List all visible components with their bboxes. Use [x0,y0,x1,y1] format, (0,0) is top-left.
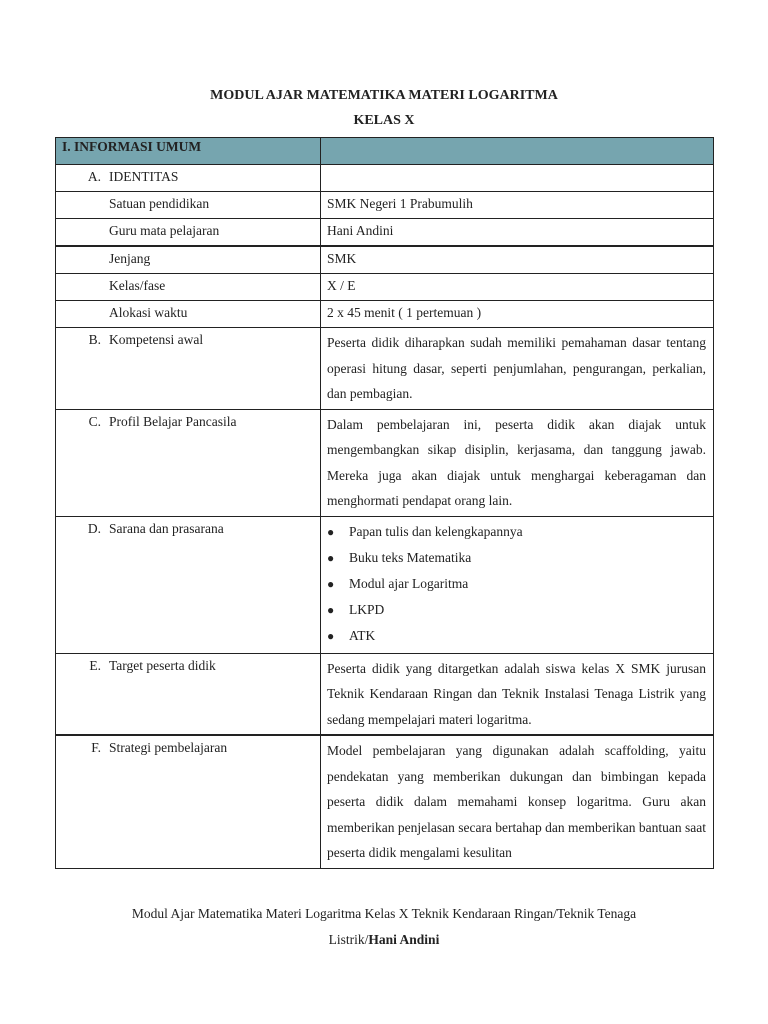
footer-line-1: Modul Ajar Matematika Materi Logaritma Kelas X Teknik Kendaraan Ringan/Teknik Tenaga [131,906,637,921]
row-label: Alokasi waktu [109,305,188,320]
table-row [56,192,714,219]
row-value: SMK Negeri 1 Prabumulih [321,192,714,219]
row-value: SMK [321,246,714,274]
list-item: ● ATK [327,623,707,649]
info-table [55,137,714,869]
list-item: ● LKPD [327,597,707,623]
kompetensi-awal-text: Peserta didik diharapkan sudah memiliki pemahaman dasar tentang operasi hitung dasar, seperti penjumlahan, pengurangan, perkalian, dan pembagian. [321,328,714,410]
section-letter: F. [91,740,101,755]
strategi-text: Model pembelajaran yang digunakan adalah scaffolding, yaitu pendekatan yang memberikan dukungan dan bimbingan kepada peserta didik dalam memahami konsep logaritma. Guru akan memberikan penjelasan secara bertahap dan memberikan bantuan saat peserta didik mengalami kesulitan [321,735,714,868]
row-label: Kelas/fase [109,278,166,293]
profil-pancasila-row [56,409,714,516]
section-label: Kompetensi awal [109,332,204,347]
section-header-row [56,138,714,165]
section-letter: D. [87,520,101,536]
section-label: Target peserta didik [109,657,216,673]
table-row [56,274,714,301]
table-row [56,246,714,274]
row-label: Satuan pendidikan [109,196,210,211]
row-value: Hani Andini [321,219,714,247]
row-value: 2 x 45 menit ( 1 pertemuan ) [321,301,714,328]
identitas-row [56,165,714,192]
document-title: MODUL AJAR MATEMATIKA MATERI LOGARITMA [210,88,558,103]
section-letter: B. [88,332,101,347]
section-label: Sarana dan prasarana [109,520,224,536]
section-label: Strategi pembelajaran [109,740,228,755]
section-letter: E. [89,657,101,673]
footer-line-2 [0,932,768,948]
list-item: ● Papan tulis dan kelengkapannya [327,519,707,545]
section-letter: C. [88,413,101,429]
kompetensi-awal-row [56,328,714,410]
table-row [56,301,714,328]
target-peserta-text: Peserta didik yang ditargetkan adalah siswa kelas X SMK jurusan Teknik Kendaraan Ringan dan Teknik Instalasi Tenaga Listrik yang sedang mempelajari materi logaritma. [321,653,714,735]
section-header-empty [321,138,714,165]
document-subtitle: KELAS X [353,113,415,128]
sarana-prasarana-row [56,516,714,653]
identitas-letter: A. [87,169,101,184]
section-label: Profil Belajar Pancasila [109,413,237,429]
strategi-row [56,735,714,868]
footer-prefix: Listrik/ [328,932,369,947]
target-peserta-row [56,653,714,735]
section-header: I. INFORMASI UMUM [56,138,321,165]
row-label: Guru mata pelajaran [109,223,220,238]
identitas-label: IDENTITAS [109,169,179,184]
list-item: ● Modul ajar Logaritma [327,571,707,597]
profil-pancasila-text: Dalam pembelajaran ini, peserta didik akan diajak untuk mengembangkan sikap disiplin, kerjasama, dan tanggung jawab. Mereka juga akan diajak untuk menghargai keberagaman dan menghormati pendapat orang lain. [321,409,714,516]
sarana-list [321,517,713,653]
row-label: Jenjang [109,251,151,266]
footer-author: Hani Andini [368,932,440,947]
list-item: ● Buku teks Matematika [327,545,707,571]
table-row [56,219,714,247]
row-value: X / E [321,274,714,301]
